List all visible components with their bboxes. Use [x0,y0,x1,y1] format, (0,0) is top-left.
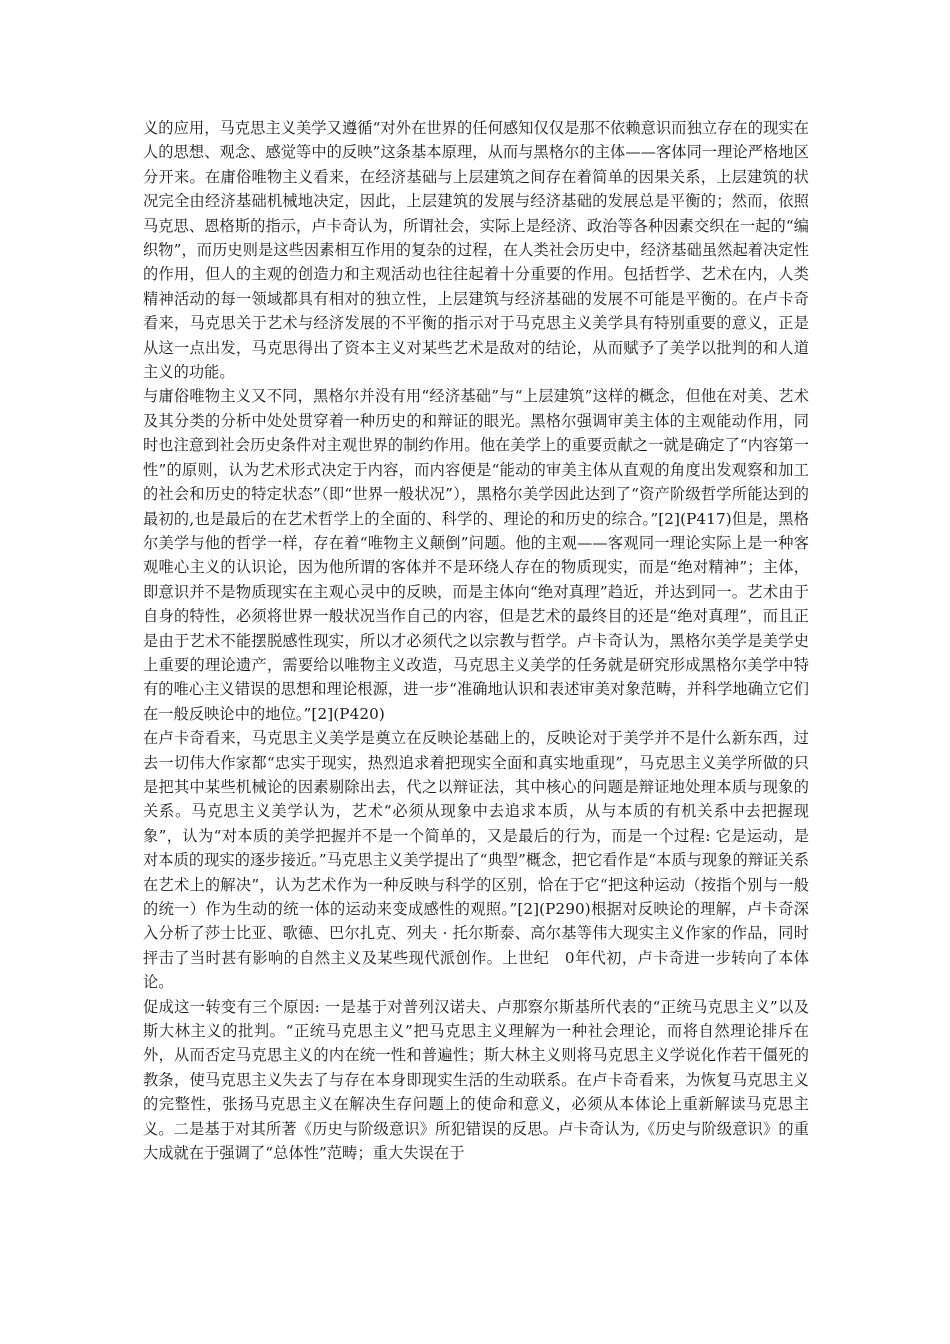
paragraph-1: 义的应用，马克思主义美学又遵循“对外在世界的任何感知仅仅是那不依赖意识而独立存在的现实在人的思想、观念、感觉等中的反映”这条基本原理，从而与黑格尔的主体——客体同一理论严格地区分开来。在庸俗唯物主义看来，在经济基础与上层建筑之间存在着简单的因果关系，上层建筑的状况完全由经济基础机械地决定，因此，上层建筑的发展与经济基础的发展总是平衡的；然而，依照马克思、恩格斯的指示，卢卡奇认为，所谓社会，实际上是经济、政治等各种因素交织在一起的“编织物”，而历史则是这些因素相互作用的复杂的过程，在人类社会历史中，经济基础虽然起着决定性的作用，但人的主观的创造力和主观活动也往往起着十分重要的作用。包括哲学、艺术在内，人类精神活动的每一领域都具有相对的独立性，上层建筑与经济基础的发展不可能是平衡的。在卢卡奇看来，马克思关于艺术与经济发展的不平衡的指示对于马克思主义美学具有特别重要的意义，正是从这一点出发，马克思得出了资本主义对某些艺术是敌对的结论，从而赋予了美学以批判的和人道主义的功能。 [143,119,809,382]
paragraph-3: 在卢卡奇看来，马克思主义美学是奠立在反映论基础上的，反映论对于美学并不是什么新东西，过去一切伟大作家都“忠实于现实，热烈追求着把现实全面和真实地重现”，马克思主义美学所做的只是把其中某些机械论的因素剔除出去，代之以辩证法，其中核心的问题是辩证地处理本质与现象的关系。马克思主义美学认为，艺术“必须从现象中去追求本质，从与本质的有机关系中去把握现象”，认为“对本质的美学把握并不是一个简单的，又是最后的行为，而是一个过程: 它是运动，是对本质的现实的逐步接近。”马克思主义美学提出了“典型”概念，把它看作是“本质与现象的辩证关系在艺术上的解决”，认为艺术作为一种反映与科学的区别，恰在于它“把这种运动（按指个别与一般的统一）作为生动的统一体的运动来变成感性的观照。”[2](P290)根据对反映论的理解，卢卡奇深入分析了莎士比亚、歌德、巴尔扎克、列夫 · 托尔斯泰、高尔基等伟大现实主义作家的作品，同时抨击了当时甚有影响的自然主义及某些现代派创作。上世纪 0年代初，卢卡奇进一步转向了本体论。 [143,729,809,992]
document-page [143,116,809,1165]
paragraph-4: 促成这一转变有三个原因: 一是基于对普列汉诺夫、卢那察尔斯基所代表的“正统马克思主义”以及斯大林主义的批判。“正统马克思主义”把马克思主义理解为一种社会理论，而将自然理论排斥在外，从而否定马克思主义的内在统一性和普遍性；斯大林主义则将马克思主义学说化作若干僵死的教条，使马克思主义失去了与存在本身即现实生活的生动联系。在卢卡奇看来，为恢复马克思主义的完整性，张扬马克思主义在解决生存问题上的使命和意义，必须从本体论上重新解读马克思主义。二是基于对其所著《历史与阶级意识》所犯错误的反思。卢卡奇认为,《历史与阶级意识》的重大成就在于强调了“总体性”范畴；重大失误在于 [143,997,809,1163]
paragraph-2: 与庸俗唯物主义又不同，黑格尔并没有用“经济基础”与“上层建筑”这样的概念，但他在对美、艺术及其分类的分析中处处贯穿着一种历史的和辩证的眼光。黑格尔强调审美主体的主观能动作用，同时也注意到社会历史条件对主观世界的制约作用。他在美学上的重要贡献之一就是确定了“内容第一性”的原则，认为艺术形式决定于内容，而内容便是“能动的审美主体从直观的角度出发观察和加工的社会和历史的特定状态”（即“世界一般状况”），黑格尔美学因此达到了“资产阶级哲学所能达到的最初的,也是最后的在艺术哲学上的全面的、科学的、理论的和历史的综合。”[2](P417)但是，黑格尔美学与他的哲学一样，存在着“唯物主义颠倒”问题。他的主观——客观同一理论实际上是一种客观唯心主义的认识论，因为他所谓的客体并不是环绕人存在的物质现实，而是“绝对精神”；主体，即意识并不是物质现实在主观心灵中的反映，而是主体向“绝对真理”趋近，并达到同一。艺术由于自身的特性，必须将世界一般状况当作自己的内容，但是艺术的最终目的还是“绝对真理”，而且正是由于艺术不能摆脱感性现实，所以才必须代之以宗教与哲学。卢卡奇认为，黑格尔美学是美学史上重要的理论遗产，需要给以唯物主义改造，马克思主义美学的任务就是研究形成黑格尔美学中特有的唯心主义错误的思想和理论根源，进一步“准确地认识和表述审美对象范畴，并科学地确立它们在一般反映论中的地位。”[2](P420) [143,387,809,723]
